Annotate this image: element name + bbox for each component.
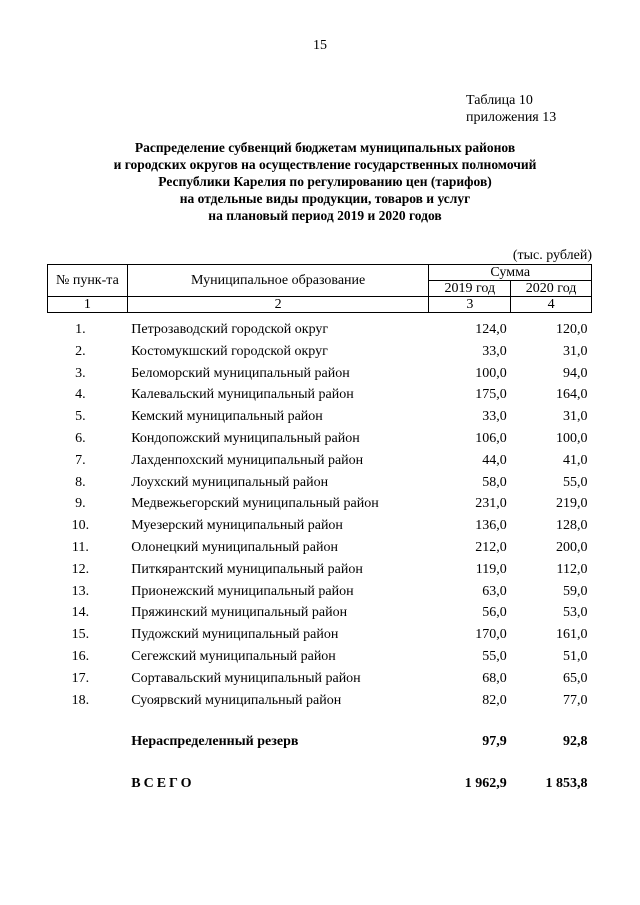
row-number: 1. bbox=[75, 322, 86, 337]
row-number: 9. bbox=[75, 496, 86, 512]
row-municipality: Сортавальский муниципальный район bbox=[131, 670, 361, 686]
row-value-2020: 164,0 bbox=[556, 387, 588, 403]
table-row bbox=[48, 515, 592, 537]
row-value-2019: 106,0 bbox=[475, 430, 507, 446]
spacer-cell bbox=[127, 711, 429, 731]
row-municipality: Питкярантский муниципальный район bbox=[131, 561, 363, 577]
subsidy-table bbox=[47, 264, 592, 795]
row-value-2020: 120,0 bbox=[556, 322, 588, 337]
table-row bbox=[48, 537, 592, 559]
header-municipality: Муниципальное образование bbox=[127, 265, 429, 297]
row-municipality: Петрозаводский городской округ bbox=[131, 322, 329, 337]
row-number: 7. bbox=[75, 452, 86, 468]
row-number: 14. bbox=[71, 605, 90, 621]
spacer-row bbox=[48, 711, 592, 731]
units-label: (тыс. рублей) bbox=[512, 248, 592, 263]
row-value-2020: 100,0 bbox=[556, 430, 588, 446]
row-number-empty bbox=[48, 773, 128, 795]
row-number-empty bbox=[48, 731, 128, 753]
title-line: Распределение субвенций бюджетам муниципальных районов bbox=[134, 140, 516, 155]
row-value-2020: 41,0 bbox=[563, 452, 588, 468]
row-value-2020: 112,0 bbox=[556, 561, 588, 577]
row-number: 2. bbox=[75, 343, 86, 359]
table-body bbox=[48, 313, 592, 795]
table-row bbox=[48, 493, 592, 515]
total-row-label: ВСЕГО bbox=[131, 776, 195, 792]
header-num: № пунк-та bbox=[48, 265, 128, 297]
row-value-2019: 119,0 bbox=[475, 561, 507, 577]
row-value-2019: 33,0 bbox=[482, 409, 507, 425]
page-number: 15 bbox=[313, 38, 327, 53]
spacer-cell bbox=[48, 711, 128, 731]
row-value-2020: 200,0 bbox=[556, 539, 588, 555]
row-value-2020: 31,0 bbox=[563, 343, 588, 359]
table-row bbox=[48, 363, 592, 385]
row-municipality: Калевальский муниципальный район bbox=[131, 387, 354, 403]
row-value-2019: 136,0 bbox=[475, 518, 507, 534]
row-value-2019: 124,0 bbox=[475, 322, 507, 337]
row-municipality: Медвежьегорский муниципальный район bbox=[131, 496, 379, 512]
row-municipality: Муезерский муниципальный район bbox=[131, 518, 343, 534]
header-year-2020: 2020 год bbox=[511, 281, 592, 297]
row-value-2019: 212,0 bbox=[475, 539, 507, 555]
row-value-2019: 33,0 bbox=[482, 343, 507, 359]
header-index: 4 bbox=[511, 297, 592, 313]
title-line: Республики Карелия по регулированию цен (тарифов) bbox=[158, 174, 492, 189]
row-number: 17. bbox=[71, 670, 90, 686]
title-line: на отдельные виды продукции, товаров и услуг bbox=[179, 191, 471, 206]
row-number: 3. bbox=[75, 365, 86, 381]
row-number: 15. bbox=[71, 627, 90, 643]
row-municipality: Лахденпохский муниципальный район bbox=[131, 452, 364, 468]
row-number: 5. bbox=[75, 409, 86, 425]
row-municipality: Лоухский муниципальный район bbox=[131, 474, 329, 490]
row-municipality: Пряжинский муниципальный район bbox=[131, 605, 348, 621]
row-value-2019: 175,0 bbox=[475, 387, 507, 403]
row-number: 18. bbox=[71, 692, 90, 708]
row-value-2020: 128,0 bbox=[556, 518, 588, 534]
row-value-2020: 51,0 bbox=[563, 648, 588, 664]
table-row bbox=[48, 581, 592, 603]
reserve-row bbox=[48, 731, 592, 753]
row-municipality: Сегежский муниципальный район bbox=[131, 648, 336, 664]
table-row bbox=[48, 602, 592, 624]
table-ref-line: приложения 13 bbox=[466, 110, 557, 125]
table-row bbox=[48, 646, 592, 668]
table-ref-line: Таблица 10 bbox=[466, 93, 533, 108]
row-number: 12. bbox=[71, 561, 90, 577]
row-value-2020: 55,0 bbox=[563, 474, 588, 490]
row-value-2019: 100,0 bbox=[475, 365, 507, 381]
table-row bbox=[48, 690, 592, 712]
row-value-2020: 219,0 bbox=[556, 496, 588, 512]
row-value-2019: 68,0 bbox=[482, 670, 507, 686]
row-municipality: Кемский муниципальный район bbox=[131, 409, 323, 425]
table-header bbox=[48, 265, 592, 313]
row-number: 4. bbox=[75, 387, 86, 403]
header-index: 3 bbox=[429, 297, 511, 313]
row-municipality: Беломорский муниципальный район bbox=[131, 365, 350, 381]
row-value-2019: 58,0 bbox=[482, 474, 507, 490]
row-municipality: Кондопожский муниципальный район bbox=[131, 430, 360, 446]
row-municipality: Костомукшский городской округ bbox=[131, 343, 328, 359]
document-title bbox=[60, 139, 590, 224]
spacer-cell bbox=[127, 753, 429, 773]
row-value-2019: 55,0 bbox=[482, 648, 507, 664]
row-municipality: Олонецкий муниципальный район bbox=[131, 539, 338, 555]
table-row bbox=[48, 450, 592, 472]
spacer-cell bbox=[511, 711, 592, 731]
row-value-2020: 31,0 bbox=[563, 409, 588, 425]
table-row bbox=[48, 472, 592, 494]
table-row bbox=[48, 668, 592, 690]
table-row bbox=[48, 313, 592, 341]
total-row-value-2020: 1 853,8 bbox=[545, 776, 588, 792]
spacer-cell bbox=[429, 711, 511, 731]
title-line: на плановый период 2019 и 2020 годов bbox=[208, 208, 442, 223]
header-sum: Сумма bbox=[429, 265, 592, 281]
row-municipality: Пудожский муниципальный район bbox=[131, 627, 339, 643]
reserve-row-value-2020: 92,8 bbox=[563, 734, 588, 750]
row-number: 11. bbox=[71, 539, 89, 555]
row-municipality: Прионежский муниципальный район bbox=[131, 583, 354, 599]
row-number: 16. bbox=[71, 648, 90, 664]
row-number: 6. bbox=[75, 430, 86, 446]
row-value-2019: 231,0 bbox=[475, 496, 507, 512]
row-value-2019: 56,0 bbox=[482, 605, 507, 621]
table-row bbox=[48, 341, 592, 363]
header-year-2019: 2019 год bbox=[429, 281, 511, 297]
row-value-2019: 63,0 bbox=[482, 583, 507, 599]
spacer-row bbox=[48, 753, 592, 773]
row-value-2020: 77,0 bbox=[563, 692, 588, 708]
table-row bbox=[48, 428, 592, 450]
table-row bbox=[48, 406, 592, 428]
row-value-2020: 161,0 bbox=[556, 627, 588, 643]
spacer-cell bbox=[511, 753, 592, 773]
row-value-2020: 59,0 bbox=[563, 583, 588, 599]
row-municipality: Суоярвский муниципальный район bbox=[131, 692, 342, 708]
title-line: и городских округов на осуществление государственных полномочий bbox=[113, 157, 537, 172]
row-number: 8. bbox=[75, 474, 86, 490]
total-row-value-2019: 1 962,9 bbox=[464, 776, 507, 792]
row-value-2019: 82,0 bbox=[482, 692, 507, 708]
table-row bbox=[48, 559, 592, 581]
spacer-cell bbox=[48, 753, 128, 773]
table-row bbox=[48, 624, 592, 646]
row-number: 13. bbox=[71, 583, 90, 599]
table-reference bbox=[466, 92, 556, 126]
row-value-2019: 44,0 bbox=[482, 452, 507, 468]
row-value-2020: 94,0 bbox=[563, 365, 588, 381]
header-index: 2 bbox=[127, 297, 429, 313]
total-row bbox=[48, 773, 592, 795]
header-index: 1 bbox=[48, 297, 128, 313]
reserve-row-label: Нераспределенный резерв bbox=[131, 734, 299, 750]
row-value-2019: 170,0 bbox=[475, 627, 507, 643]
row-value-2020: 65,0 bbox=[563, 670, 588, 686]
row-value-2020: 53,0 bbox=[563, 605, 588, 621]
row-number: 10. bbox=[71, 518, 90, 534]
reserve-row-value-2019: 97,9 bbox=[482, 734, 507, 750]
table-row bbox=[48, 384, 592, 406]
spacer-cell bbox=[429, 753, 511, 773]
